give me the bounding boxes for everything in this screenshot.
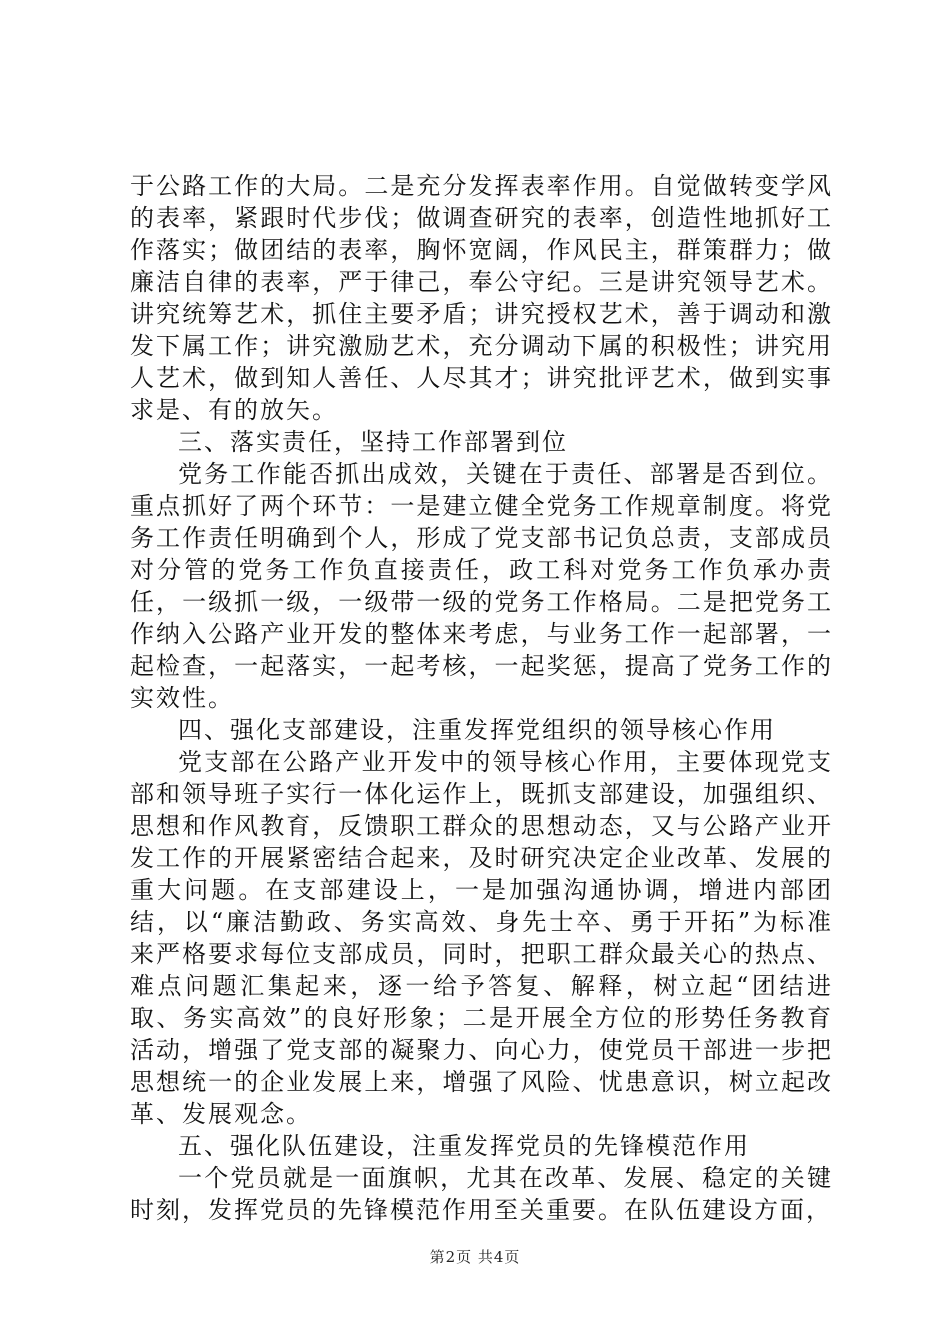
section-heading-3: 三、落实责任，坚持工作部署到位 xyxy=(178,428,568,456)
section-heading-4: 四、强化支部建设，注重发挥党组织的领导核心作用 xyxy=(178,716,776,744)
section-heading-5: 五、强化队伍建设，注重发挥党员的先锋模范作用 xyxy=(178,1132,750,1160)
paragraph-section-3: 党务工作能否抓出成效，关键在于责任、部署是否到位。重点抓好了两个环节：一是建立健全党务工作规章制度。将党务工作责任明确到个人，形成了党支部书记负总责，支部成员对分管的党务工作负直接责任，政工科对党务工作负承办责任，一级抓一级，一级带一级的党务工作格局。二是把党务工作纳入公路产业开发的整体来考虑，与业务工作一起部署，一起检查，一起落实，一起考核，一起奖惩，提高了党务工作的实效性。 xyxy=(130,460,833,712)
page-number: 第2页 共4页 xyxy=(429,1248,521,1266)
paragraph-section-5: 一个党员就是一面旗帜，尤其在改革、发展、稳定的关键时刻，发挥党员的先锋模范作用至关重要。在队伍建设方面， xyxy=(130,1164,833,1224)
document-body xyxy=(130,170,833,1226)
page-footer xyxy=(0,1246,950,1267)
paragraph-section-4: 党支部在公路产业开发中的领导核心作用，主要体现党支部和领导班子实行一体化运作上，既抓支部建设，加强组织、思想和作风教育，反馈职工群众的思想动态，又与公路产业开发工作的开展紧密结合起来，及时研究决定企业改革、发展的重大问题。在支部建设上，一是加强沟通协调，增进内部团结，以“廉洁勤政、务实高效、身先士卒、勇于开拓”为标准来严格要求每位支部成员，同时，把职工群众最关心的热点、难点问题汇集起来，逐一给予答复、解释，树立起“团结进取、务实高效”的良好形象；二是开展全方位的形势任务教育活动，增强了党支部的凝聚力、向心力，使党员干部进一步把思想统一的企业发展上来，增强了风险、忧患意识，树立起改革、发展观念。 xyxy=(130,748,833,1128)
paragraph-continuation: 于公路工作的大局。二是充分发挥表率作用。自觉做转变学风的表率，紧跟时代步伐；做调查研究的表率，创造性地抓好工作落实；做团结的表率，胸怀宽阔，作风民主，群策群力；做廉洁自律的表率，严于律己，奉公守纪。三是讲究领导艺术。讲究统筹艺术，抓住主要矛盾；讲究授权艺术，善于调动和激发下属工作；讲究激励艺术，充分调动下属的积极性；讲究用人艺术，做到知人善任、人尽其才；讲究批评艺术，做到实事求是、有的放矢。 xyxy=(130,172,833,424)
